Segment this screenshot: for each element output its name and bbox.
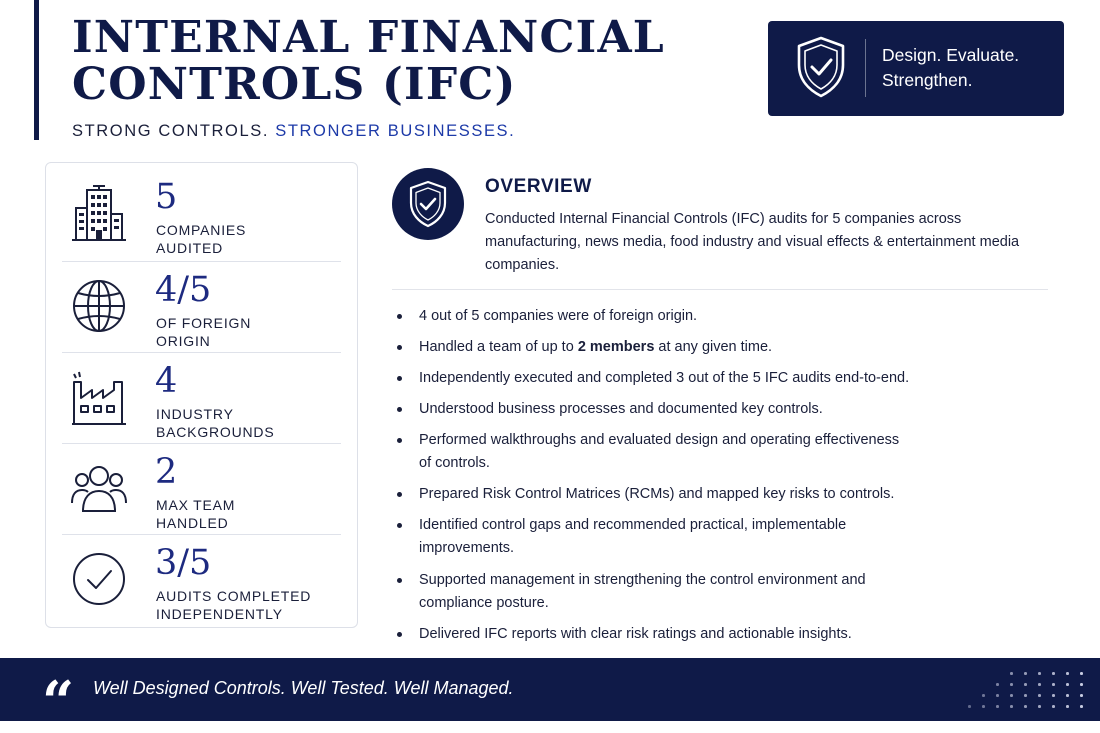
list-item-text: compliance posture. (419, 595, 549, 611)
decor-dot (1066, 694, 1069, 697)
list-item-text: Identified control gaps and recommended practical, implementable (419, 517, 847, 533)
stat-companies-audited (62, 167, 341, 258)
list-item-emphasis: 2 members (577, 339, 655, 355)
stat-label-line-2: AUDITED (156, 240, 224, 256)
dot-grid-icon (964, 669, 1094, 713)
list-item (394, 305, 1034, 328)
list-item-text: of controls. (419, 455, 490, 471)
stat-foreign-origin (62, 260, 341, 351)
list-item (394, 398, 1034, 421)
stat-industry-backgrounds (62, 351, 341, 442)
decor-dot (982, 705, 985, 708)
decor-dot (1052, 705, 1055, 708)
stat-label (156, 405, 346, 441)
stat-label-line-1: AUDITS COMPLETED (156, 588, 312, 604)
decor-dot (1038, 683, 1041, 686)
page-title (72, 14, 712, 108)
decor-dot (1080, 672, 1083, 675)
badge-line-1: Design. Evaluate. (882, 45, 1020, 65)
stat-label-line-2: HANDLED (156, 515, 229, 531)
list-item (394, 429, 1034, 475)
decor-dot (1052, 683, 1055, 686)
stat-label-line-1: INDUSTRY (156, 406, 234, 422)
overview-text: Conducted Internal Financial Controls (IFC) audits for 5 companies across manufacturing, news media, food industry and visual effects & entertainment media companies. (485, 211, 1020, 273)
decor-dot (1038, 705, 1041, 708)
factory-icon (70, 368, 128, 426)
decor-dot (1066, 683, 1069, 686)
list-item-text: Prepared Risk Control Matrices (RCMs) and mapped key risks to controls. (419, 486, 895, 502)
tagline (72, 122, 515, 141)
stat-label (156, 496, 346, 532)
stat-label-line-2: INDEPENDENTLY (156, 606, 283, 622)
decor-dot (1080, 694, 1083, 697)
decor-dot (1052, 694, 1055, 697)
decor-dot (968, 705, 971, 708)
stats-card (45, 162, 358, 628)
check-circle-icon (70, 550, 128, 608)
stat-max-team (62, 442, 341, 533)
building-icon (70, 184, 128, 242)
stat-audits-independent (62, 533, 341, 624)
stat-label (156, 314, 346, 350)
quote-mark-icon: “ (42, 669, 75, 733)
stat-label-line-1: COMPANIES (156, 222, 247, 238)
stat-label-line-2: ORIGIN (156, 333, 211, 349)
overview-heading: OVERVIEW (485, 176, 592, 197)
shield-check-icon (794, 35, 848, 99)
team-icon (70, 459, 128, 517)
stat-label (156, 221, 346, 257)
list-item (394, 569, 1034, 615)
list-item (394, 367, 1034, 390)
decor-dot (1024, 705, 1027, 708)
decor-dot (1080, 683, 1083, 686)
badge-text (882, 43, 1052, 93)
overview-divider (392, 289, 1048, 290)
decor-dot (1052, 672, 1055, 675)
badge-line-2: Strengthen. (882, 70, 973, 90)
decor-dot (1066, 705, 1069, 708)
decor-dot (1038, 694, 1041, 697)
decor-dot (982, 694, 985, 697)
stat-value: 4 (155, 361, 178, 401)
stat-value: 4/5 (155, 270, 212, 310)
stat-label-line-1: MAX TEAM (156, 497, 236, 513)
list-item (394, 483, 1034, 506)
decor-dot (996, 683, 999, 686)
tagline-part-1: STRONG CONTROLS. (72, 122, 270, 140)
motto-badge (768, 21, 1064, 116)
decor-dot (1010, 672, 1013, 675)
decor-dot (1038, 672, 1041, 675)
list-item-text: Understood business processes and documented key controls. (419, 401, 823, 417)
decor-dot (1024, 672, 1027, 675)
overview-icon-circle (392, 168, 464, 240)
list-item-text: Handled a team of up to (419, 339, 578, 355)
stat-value: 3/5 (155, 543, 212, 583)
list-item (394, 336, 1034, 359)
list-item-text: Delivered IFC reports with clear risk ratings and actionable insights. (419, 626, 852, 642)
decor-dot (1024, 683, 1027, 686)
title-line-2: CONTROLS (IFC) (72, 59, 517, 110)
decor-dot (996, 694, 999, 697)
decor-dot (996, 705, 999, 708)
title-accent-bar (34, 0, 39, 140)
stat-label-line-1: OF FOREIGN (156, 315, 252, 331)
decor-dot (1080, 705, 1083, 708)
list-item-text: Supported management in strengthening the control environment and (419, 572, 866, 588)
stat-value: 2 (155, 452, 178, 492)
footer-banner (0, 658, 1100, 733)
list-item-text: improvements. (419, 540, 515, 556)
decor-dot (1010, 683, 1013, 686)
list-item-text: Independently executed and completed 3 out of the 5 IFC audits end-to-end. (419, 370, 910, 386)
badge-divider (865, 39, 866, 97)
decor-dot (1066, 672, 1069, 675)
footer-quote: Well Designed Controls. Well Tested. Well Managed. (93, 678, 514, 698)
list-item-text: at any given time. (654, 339, 773, 355)
list-item (394, 623, 1034, 646)
list-item (394, 514, 1034, 560)
stat-label-line-2: BACKGROUNDS (156, 424, 275, 440)
stat-label (156, 587, 346, 623)
stat-value: 5 (155, 177, 178, 217)
globe-icon (70, 277, 128, 335)
decor-dot (1024, 694, 1027, 697)
tagline-part-2: STRONGER BUSINESSES. (275, 122, 516, 140)
list-item-text: 4 out of 5 companies were of foreign origin. (419, 308, 698, 324)
title-line-1: INTERNAL FINANCIAL (72, 12, 665, 63)
decor-dot (1010, 694, 1013, 697)
shield-check-icon (407, 180, 449, 228)
decor-dot (1010, 705, 1013, 708)
list-item-text: Performed walkthroughs and evaluated design and operating effectiveness (419, 432, 900, 448)
